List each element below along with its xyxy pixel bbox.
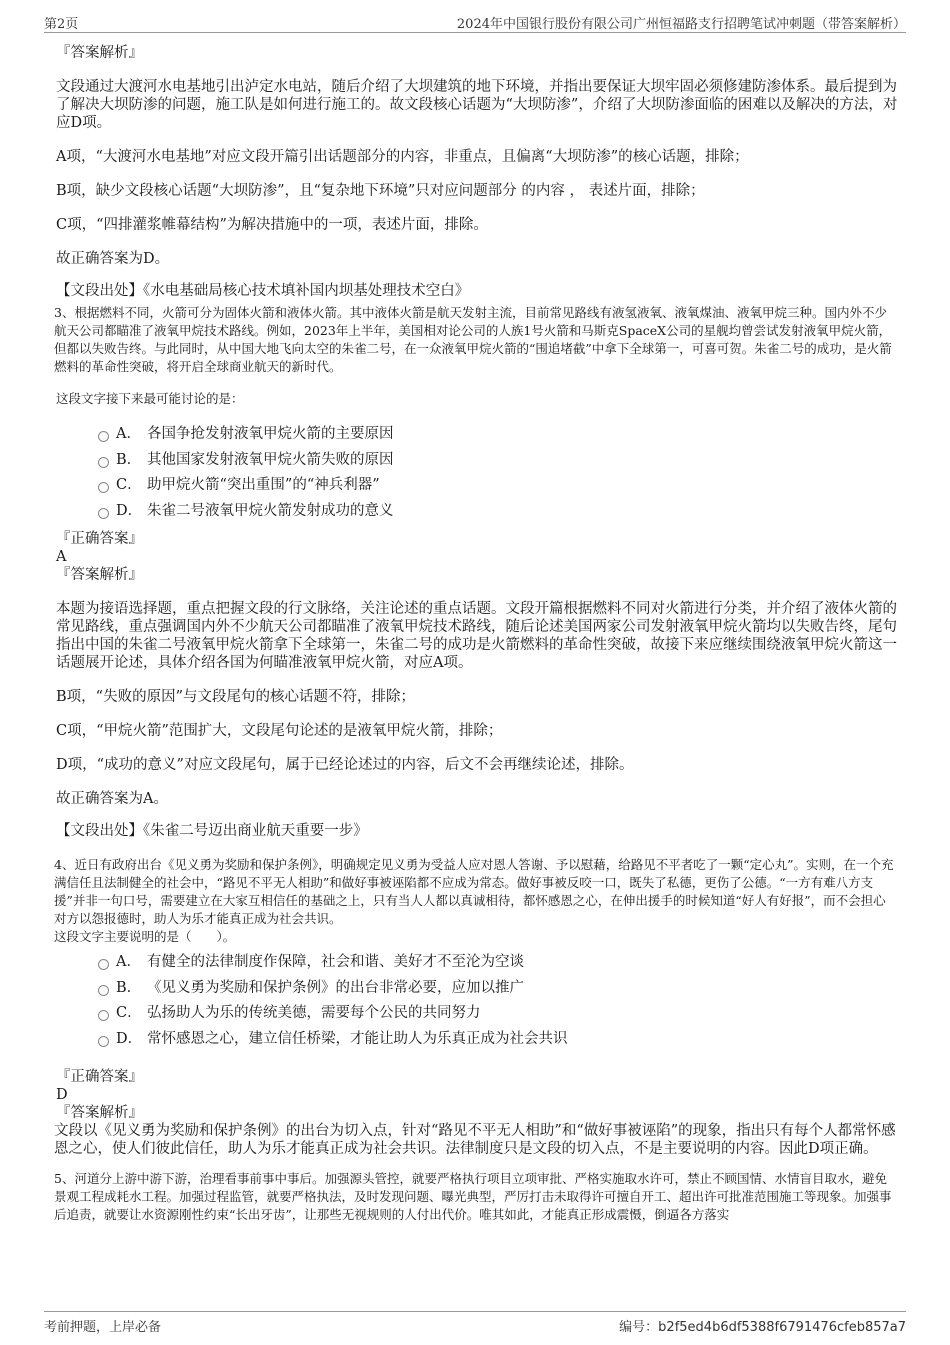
q3-option-c[interactable]: C． 助甲烷火箭“突出重围”的“神兵利器” <box>56 473 898 499</box>
q3-source: 【文段出处】《朱雀二号迈出商业航天重要一步》 <box>56 823 368 839</box>
q2-analysis-label: 『答案解析』 <box>56 45 143 61</box>
q3-analysis-label: 『答案解析』 <box>56 567 143 583</box>
q4-analysis: 文段以《见义勇为奖励和保护条例》的出台为切入点，针对“路见不平无人相助”和“做好事被诬陷”的现象，指出只有每个人都常怀感恩之心，使人们彼此信任，助人为乐才能真正成为社会共识。法律制度只是文段的切入点，不是主要说明的内容。因此D项正确。 <box>54 1123 896 1157</box>
q3-option-d-explain: D项，“成功的意义”对应文段尾句，属于已经论述过的内容，后文不会再继续论述，排除。 <box>56 757 634 773</box>
q3-answer: A <box>56 549 67 565</box>
q3-analysis: 本题为接语选择题，重点把握文段的行文脉络，关注论述的重点话题。文段开篇根据燃料不同对火箭进行分类，并介绍了液体火箭的常见路线，重点强调国内外不少航天公司都瞄准了液氧甲烷技术路线，随后论述美国两家公司发射液氧甲烷火箭均以失败告终，尾句指出中国的朱雀二号液氧甲烷火箭拿下全球第一，朱雀二号的成功是火箭燃料的革命性突破，故接下来应继续围绕液氧甲烷火箭这一话题展开论述，具体介绍各国为何瞄准液氧甲烷火箭，对应A项。 <box>56 601 897 671</box>
q4-option-c[interactable]: C． 弘扬助人为乐的传统美德，需要每个公民的共同努力 <box>56 1001 898 1027</box>
q4-option-d[interactable]: D． 常怀感恩之心，建立信任桥梁，才能让助人为乐真正成为社会共识 <box>56 1027 898 1053</box>
q4-analysis-label: 『答案解析』 <box>56 1105 143 1121</box>
radio-button[interactable] <box>98 457 109 468</box>
q4-option-b[interactable]: B． 《见义勇为奖励和保护条例》的出台非常必要，应加以推广 <box>56 976 898 1002</box>
page-footer <box>44 1311 906 1334</box>
q2-option-a-explain: A项，“大渡河水电基地”对应文段开篇引出话题部分的内容，非重点，且偏离“大坝防渗”的核心话题，排除； <box>56 149 749 165</box>
q2-option-b-explain: B项，缺少文段核心话题“大坝防渗”，且“复杂地下环境”只对应问题部分 的内容 ， 表述片面，排除； <box>56 183 705 199</box>
q4-answer: D <box>56 1087 68 1103</box>
q3-question: 这段文字接下来最可能讨论的是： <box>56 391 244 406</box>
page-header <box>44 12 906 33</box>
q2-source: 【文段出处】《水电基础局核心技术填补国内坝基处理技术空白》 <box>56 283 470 299</box>
radio-button[interactable] <box>98 985 109 996</box>
q3-option-a[interactable]: A． 各国争抢发射液氧甲烷火箭的主要原因 <box>56 422 898 448</box>
q4-answer-label: 『正确答案』 <box>56 1069 143 1085</box>
q2-analysis: 文段通过大渡河水电基地引出泸定水电站，随后介绍了大坝建筑的地下环境，并指出要保证大坝牢固必须修建防渗体系。最后提到为了解决大坝防渗的问题，施工队是如何进行施工的。故文段核心话题为“大坝防渗”，介绍了大坝防渗面临的困难以及解决的方法，对应D项。 <box>56 79 898 131</box>
radio-button[interactable] <box>98 431 109 442</box>
q5-stem: 5、河道分上游中游下游，治理看事前事中事后。加强源头管控，就要严格执行项目立项审批、严格实施取水许可，禁止不顾国情、水情盲目取水，避免景观工程成耗水工程。加强过程监管，就要严格执法，及时发现问题、曝光典型，严厉打击未取得许可擅自开工、超出许可批准范围施工等现象。加强事后追责，就要让水资源刚性约束“长出牙齿”，让那些无视规则的人付出代价。唯其如此，才能真正形成震慑，倒逼各方落实 <box>54 1171 892 1222</box>
q4-options <box>56 950 898 1052</box>
q3-answer-label: 『正确答案』 <box>56 531 143 547</box>
document-title: 2024年中国银行股份有限公司广州恒福路支行招聘笔试冲刺题（带答案解析） <box>456 17 906 32</box>
q3-option-d[interactable]: D． 朱雀二号液氧甲烷火箭发射成功的意义 <box>56 499 898 525</box>
q3-options <box>56 422 898 524</box>
q4-stem: 4、近日有政府出台《见义勇为奖励和保护条例》，明确规定见义勇为受益人应对恩人答谢、予以慰藉，给路见不平者吃了一颗“定心丸”。实则，在一个充满信任且法制健全的社会中，“路见不平无人相助”和做好事被诬陷都不应成为常态。做好事被反咬一口，既失了私德，更伤了公德。“一方有难八方支援”并非一句口号，需要建立在大家互相信任的基础之上，只有当人人都以真诚相待，都怀感恩之心，在伸出援手的时候知道“好人有好报”，而不会担心对方以怨报德时，助人为乐才能真正成为社会共识。 <box>54 857 894 926</box>
q3-conclusion: 故正确答案为A。 <box>56 791 168 807</box>
document-id: 编号：b2f5ed4b6df5388f6791476cfeb857a7 <box>619 1320 906 1335</box>
radio-button[interactable] <box>98 508 109 519</box>
q4-question: 这段文字主要说明的是（ ）。 <box>54 929 236 944</box>
footer-slogan: 考前押题，上岸必备 <box>44 1320 162 1335</box>
q3-option-b[interactable]: B． 其他国家发射液氧甲烷火箭失败的原因 <box>56 448 898 474</box>
q3-option-c-explain: C项，“甲烷火箭”范围扩大，文段尾句论述的是液氧甲烷火箭，排除； <box>56 723 503 739</box>
q4-option-a[interactable]: A． 有健全的法律制度作保障，社会和谐、美好才不至沦为空谈 <box>56 950 898 976</box>
page-number: 第2页 <box>44 17 79 32</box>
q3-stem: 3、根据燃料不同，火箭可分为固体火箭和液体火箭。其中液体火箭是航天发射主流，目前常见路线有液氢液氧、液氧煤油、液氧甲烷三种。国内外不少航天公司都瞄准了液氧甲烷技术路线。例如，2023年上半年，美国相对论公司的人族1号火箭和马斯克SpaceX公司的星舰均曾尝试发射液氧甲烷火箭，但都以失败告终。与此同时，从中国大地飞向太空的朱雀二号，在一众液氧甲烷火箭的“围追堵截”中拿下全球第一，可喜可贺。朱雀二号的成功，是火箭燃料的革命性突破，将开启全球商业航天的新时代。 <box>54 305 892 374</box>
q3-option-b-explain: B项，“失败的原因”与文段尾句的核心话题不符，排除； <box>56 689 415 705</box>
q2-conclusion: 故正确答案为D。 <box>56 251 170 267</box>
radio-button[interactable] <box>98 1036 109 1047</box>
document-body <box>56 44 898 1224</box>
q2-option-c-explain: C项，“四排灌浆帷幕结构”为解决措施中的一项，表述片面，排除。 <box>56 217 488 233</box>
radio-button[interactable] <box>98 1010 109 1021</box>
radio-button[interactable] <box>98 959 109 970</box>
radio-button[interactable] <box>98 482 109 493</box>
